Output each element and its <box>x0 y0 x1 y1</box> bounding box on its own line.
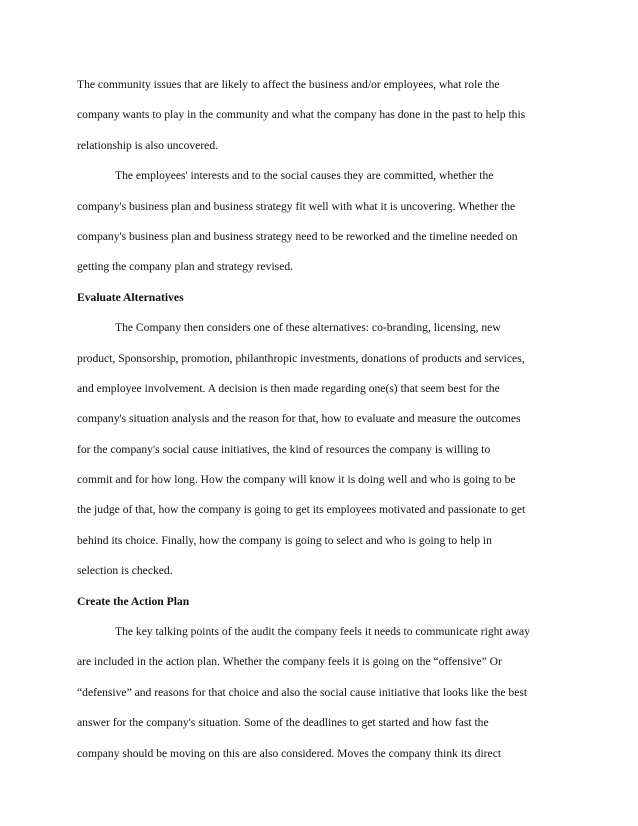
paragraph-action-plan <box>77 617 562 769</box>
text-line: for the company's social cause initiatives, the kind of resources the company is willing to <box>77 442 491 456</box>
text-line: product, Sponsorship, promotion, philanthropic investments, donations of products and services, <box>77 351 525 365</box>
text-line: the judge of that, how the company is going to get its employees motivated and passionate to get <box>77 503 526 517</box>
text-line: The Company then considers one of these alternatives: co-branding, licensing, new <box>115 321 501 335</box>
text-line: answer for the company's situation. Some of the deadlines to get started and how fast the <box>77 716 489 730</box>
text-line: company should be moving on this are also considered. Moves the company think its direct <box>77 746 502 760</box>
text-line: getting the company plan and strategy revised. <box>77 260 294 274</box>
paragraph-employee-interests <box>77 161 562 283</box>
text-line: company wants to play in the community and what the company has done in the past to help this <box>77 108 526 122</box>
text-line: The employees' interests and to the social causes they are committed, whether the <box>115 169 494 183</box>
paragraph-community-issues <box>77 70 562 161</box>
document-body <box>77 70 562 769</box>
text-line: commit and for how long. How the company will know it is doing well and who is going to be <box>77 473 516 487</box>
text-line: selection is checked. <box>77 564 173 578</box>
text-line: and employee involvement. A decision is then made regarding one(s) that seem best for the <box>77 381 500 395</box>
text-line: The community issues that are likely to affect the business and/or employees, what role the <box>77 78 500 91</box>
text-line: are included in the action plan. Whether the company feels it is going on the “offensive” Or <box>77 655 502 669</box>
text-line: The key talking points of the audit the company feels it needs to communicate right away <box>115 625 531 639</box>
text-line: company's situation analysis and the reason for that, how to evaluate and measure the outcomes <box>77 412 521 426</box>
text-line: “defensive” and reasons for that choice and also the social cause initiative that looks like the best <box>77 685 528 699</box>
text-line: company's business plan and business strategy need to be reworked and the timeline needed on <box>77 229 518 243</box>
text-line: relationship is also uncovered. <box>77 138 219 152</box>
section-heading-evaluate-alternatives: Evaluate Alternatives <box>77 290 184 304</box>
text-line: company's business plan and business strategy fit well with what it is uncovering. Whether the <box>77 199 516 213</box>
text-line: behind its choice. Finally, how the company is going to select and who is going to help in <box>77 533 492 547</box>
paragraph-alternatives <box>77 313 562 587</box>
section-heading-action-plan: Create the Action Plan <box>77 594 190 608</box>
